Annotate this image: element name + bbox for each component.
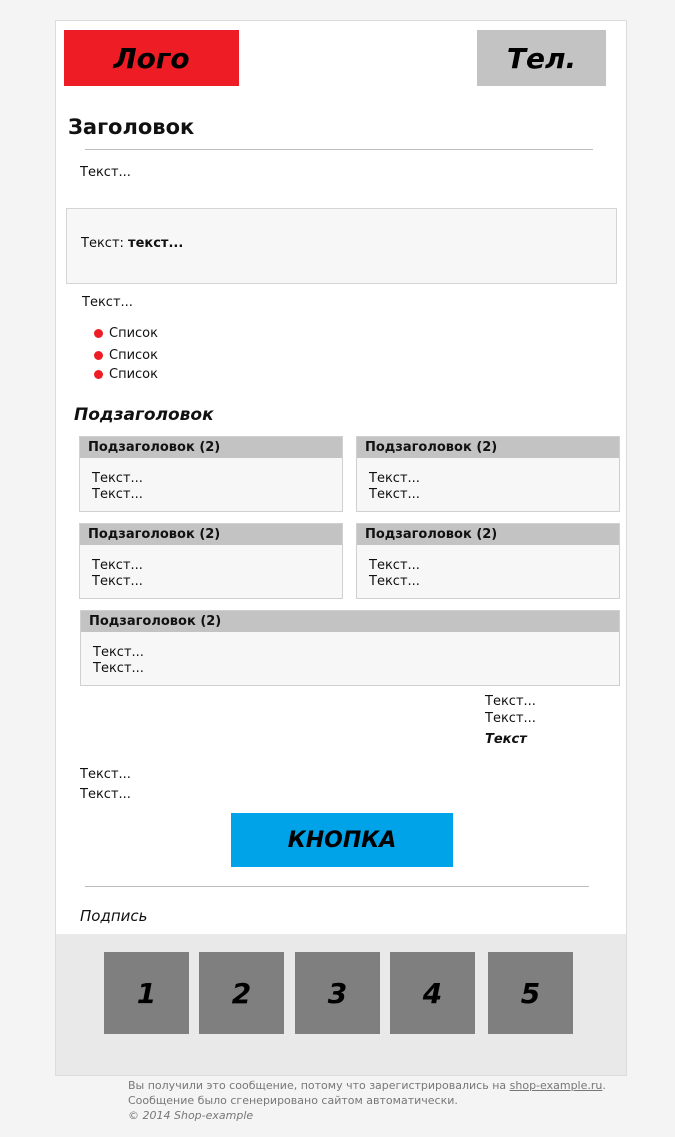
footer-tile-5[interactable] — [488, 952, 573, 1034]
copyright: © 2014 Shop-example — [128, 1109, 254, 1122]
right-note — [485, 693, 536, 748]
legal-line-1 — [128, 1079, 606, 1092]
card-line: Текст... — [92, 558, 143, 573]
site-link[interactable]: shop-example.ru — [509, 1079, 603, 1092]
page-title: Заголовок — [68, 115, 195, 139]
card-line: Текст... — [93, 661, 144, 676]
highlight-value: текст... — [128, 236, 184, 251]
outro-text — [80, 765, 131, 805]
tile-label: 5 — [520, 976, 541, 1010]
logo-label: Лого — [113, 41, 190, 75]
info-card-wide — [80, 610, 620, 686]
cta-label: КНОПКА — [287, 827, 397, 853]
legal-line-2: Сообщение было сгенерировано сайтом автоматически. — [128, 1094, 458, 1107]
footer-tile-1[interactable] — [104, 952, 189, 1034]
right-note-line: Текст... — [485, 711, 536, 726]
legal-text-end: . — [602, 1079, 606, 1092]
phone-label: Тел. — [506, 41, 577, 75]
highlight-box — [66, 208, 617, 284]
list-item — [94, 367, 158, 382]
outro-line: Текст... — [80, 787, 131, 802]
card-title: Подзаголовок (2) — [80, 437, 342, 458]
highlight-label: Текст: — [81, 236, 124, 251]
list-item-label: Список — [109, 367, 158, 382]
card-line: Текст... — [369, 487, 420, 502]
info-card — [356, 436, 620, 512]
signature-divider — [85, 886, 589, 887]
info-card — [79, 436, 343, 512]
card-line: Текст... — [93, 645, 144, 660]
info-card — [356, 523, 620, 599]
bullet-icon — [94, 351, 103, 360]
card-line: Текст... — [369, 471, 420, 486]
title-divider — [85, 149, 593, 150]
card-line: Текст... — [369, 558, 420, 573]
intro-text: Текст... — [80, 165, 131, 180]
card-line: Текст... — [92, 471, 143, 486]
card-title: Подзаголовок (2) — [80, 524, 342, 545]
highlight-text — [81, 236, 183, 251]
card-title: Подзаголовок (2) — [81, 611, 619, 632]
footer-tile-4[interactable] — [390, 952, 475, 1034]
bullet-icon — [94, 370, 103, 379]
logo[interactable] — [64, 30, 239, 86]
card-title: Подзаголовок (2) — [357, 437, 619, 458]
tile-label: 2 — [231, 976, 252, 1010]
tile-label: 3 — [327, 976, 348, 1010]
card-title: Подзаголовок (2) — [357, 524, 619, 545]
tile-label: 1 — [136, 976, 157, 1010]
cta-button[interactable] — [231, 813, 453, 867]
list-item-label: Список — [109, 348, 158, 363]
bullet-icon — [94, 329, 103, 338]
footer-tile-3[interactable] — [295, 952, 380, 1034]
email-sheet — [55, 20, 627, 1076]
legal-text: Вы получили это сообщение, потому что зарегистрировались на — [128, 1079, 510, 1092]
right-note-emphasis: Текст — [485, 732, 527, 747]
card-line: Текст... — [369, 574, 420, 589]
card-line: Текст... — [92, 487, 143, 502]
list-item — [94, 326, 158, 341]
footer-band — [56, 934, 626, 1075]
signature: Подпись — [80, 907, 148, 925]
list-item — [94, 348, 158, 363]
list-intro-text: Текст... — [82, 295, 133, 310]
tile-label: 4 — [422, 976, 443, 1010]
phone-button[interactable] — [477, 30, 606, 86]
card-line: Текст... — [92, 574, 143, 589]
subheading: Подзаголовок — [74, 405, 214, 425]
outro-line: Текст... — [80, 767, 131, 782]
list-item-label: Список — [109, 326, 158, 341]
right-note-line: Текст... — [485, 694, 536, 709]
info-card — [79, 523, 343, 599]
footer-tile-2[interactable] — [199, 952, 284, 1034]
